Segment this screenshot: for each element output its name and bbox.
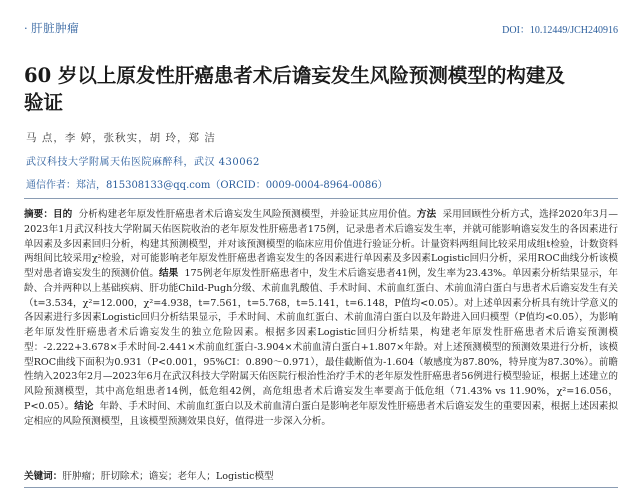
- section-name: 肝脏肿瘤: [31, 21, 80, 35]
- objective-label: 目的: [53, 209, 73, 220]
- correspondence: 通信作者：郑洁，815308133@qq.com（ORCID：0009-0004-8964-0086）: [26, 180, 388, 191]
- author-list: 马 点，李 婷，张秋实，胡 玲，郑 洁: [26, 132, 216, 144]
- abstract-label: 摘要：: [24, 209, 53, 220]
- divider: [24, 198, 618, 199]
- abstract-block: [24, 208, 618, 429]
- keywords-block: [24, 468, 618, 482]
- conclusion-text: 年龄、手术时间、术前血红蛋白以及术前血清白蛋白是影响老年原发性肝癌患者术后谵妄发生的重要因素，根据上述因素拟定相应的风险预测模型，且该模型预测效果良好，值得进一步深入分析。: [24, 400, 618, 427]
- results-text: 175例老年原发性肝癌患者中，发生术后谵妄患者41例，发生率为23.43%。单因素分析结果显示，年龄、合并两种以上基础疾病、肝功能Child-Pugh分级、术前血乳酸值、手术时间、术前血红蛋白、术前血清白蛋白与患者术后谵妄发生有关（t=3.534，χ²=12.000，χ²=4.938，t=7.561，t=5.768，t=5.141，t=6.148，P值均<0.05）。对上述单因素分析具有统计学意义的各因素进行多因素Logistic回归分析结果显示，手术时间、术前血红蛋白、术前血清白蛋白以及年龄进入回归模型（P值均<0.05），为影响老年原发性肝癌患者术后谵妄发生的独立危险因素。根据多因素Logistic回归分析结果，构建老年原发性肝癌患者术后谵妄预测模型：-2.222+3.678×手术时间-2.441×术前血红蛋白-3.904×术前血清白蛋白+1.807×年龄。对上述预测模型的预测效果进行分析，该模型ROC曲线下面积为0.931（P<0.001，95%CI：0.890～0.971），最佳截断值为-1.604（敏感度为87.80%，特异度为87.30%）。前瞻性纳入2023年2月—2023年6月在武汉科技大学附属天佑医院行根治性治疗手术的老年原发性肝癌患者56例进行模型验证，根据上述建立的风险预测模型，其中高危组患者14例，低危组42例，高危组患者术后谵妄发生率要高于低危组（71.43% vs 11.90%，χ²=16.056，P<0.05）。: [24, 268, 618, 412]
- objective-text: 分析构建老年原发性肝癌患者术后谵妄发生风险预测模型，并验证其应用价值。: [78, 209, 417, 220]
- keywords-text: 肝肿瘤；肝切除术；谵妄；老年人；Logistic模型: [62, 471, 274, 482]
- keywords-label: 关键词：: [24, 471, 63, 482]
- methods-text: 采用回顾性分析方式，选择2020年3月—2023年1月武汉科技大学附属天佑医院收治的老年原发性肝癌患者175例，记录患者术后谵妄发生率，并就可能影响谵妄发生的各因素进行单因素及多因素回归分析，构建其预测模型，并对该预测模型的临床应用价值进行验证分析。计量资料两组间比较采用成组t检验，计数资料两组间比较采用χ²检验，对可能影响老年原发性肝癌患者谵妄发生的各因素进行单因素及多因素Logistic回归分析，采用ROC曲线分析该模型对患者谵妄发生的预测价值。: [24, 209, 619, 279]
- article-title: 60 岁以上原发性肝癌患者术后谵妄发生风险预测模型的构建及验证: [24, 64, 565, 114]
- page-header: [24, 20, 618, 36]
- doi-text[interactable]: DOI：10.12449/JCH240916: [502, 25, 618, 36]
- conclusion-label: 结论: [74, 400, 94, 412]
- bullet-dot-icon: ·: [24, 21, 29, 35]
- section-label: [24, 20, 79, 36]
- results-label: 结果: [158, 268, 179, 279]
- divider: [24, 487, 618, 488]
- affiliation: 武汉科技大学附属天佑医院麻醉科，武汉 430062: [26, 157, 260, 168]
- methods-label: 方法: [416, 209, 437, 220]
